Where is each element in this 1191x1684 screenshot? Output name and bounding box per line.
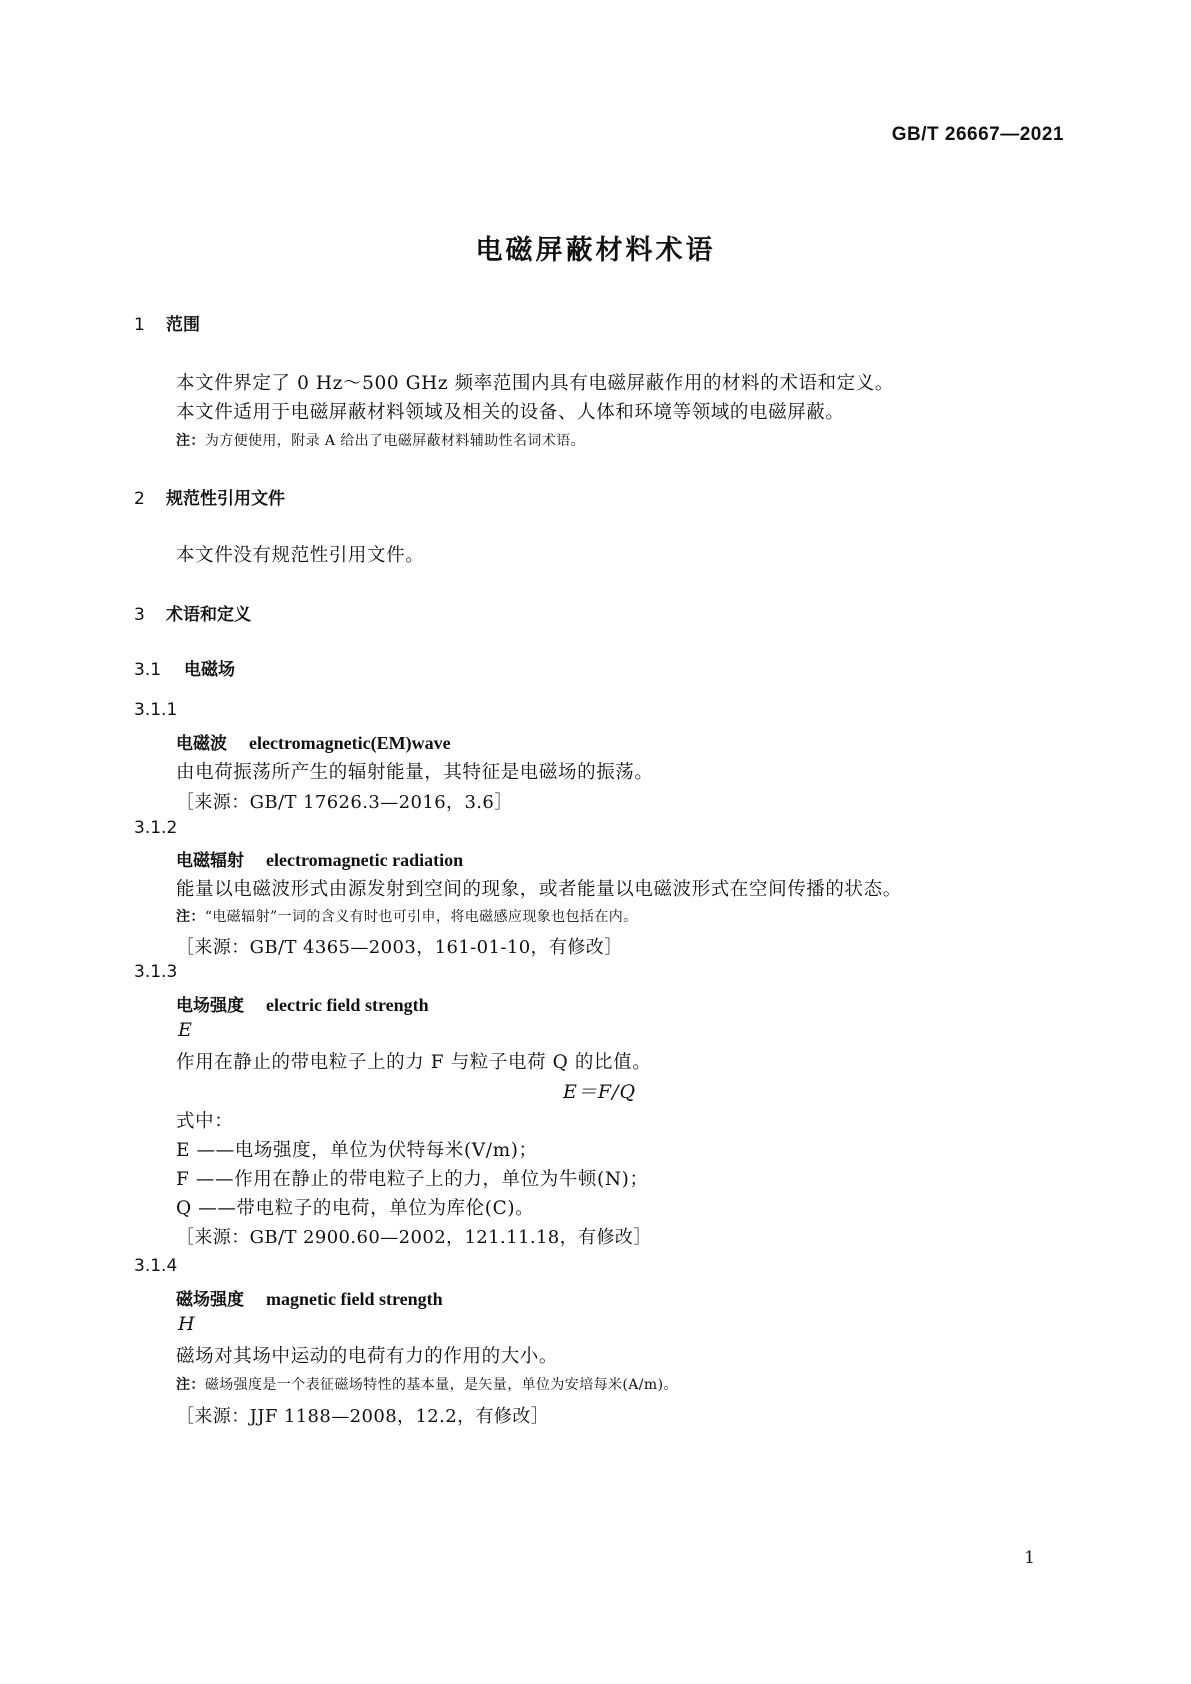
document-title: 电磁屏蔽材料术语: [475, 235, 716, 266]
term-heading: [176, 846, 463, 871]
term-heading: [176, 991, 429, 1016]
section-title: 规范性引用文件: [166, 489, 285, 509]
scope-note: [176, 430, 585, 450]
section-1-heading: [134, 310, 200, 335]
formula: E＝F/Q: [563, 1081, 637, 1103]
term-definition: 磁场对其场中运动的电荷有力的作用的大小。: [176, 1346, 559, 1367]
term-english: electric field strength: [266, 995, 429, 1015]
term-heading: [176, 729, 451, 754]
term-note: [176, 1374, 678, 1394]
section-number: 2: [134, 489, 145, 509]
term-number: 3.1.4: [134, 1256, 178, 1276]
term-source: ［来源：GB/T 17626.3—2016，3.6］: [176, 792, 513, 813]
section-number: 1: [134, 315, 145, 335]
note-label: 注：: [176, 433, 205, 449]
section-3-1-heading: [134, 655, 235, 680]
scope-paragraph-2: 本文件适用于电磁屏蔽材料领域及相关的设备、人体和环境等领域的电磁屏蔽。: [176, 402, 845, 423]
section-number: 3.1: [134, 660, 162, 680]
term-english: electromagnetic(EM)wave: [249, 733, 451, 753]
section-title: 电磁场: [184, 660, 235, 680]
scope-paragraph-1: 本文件界定了 0 Hz～500 GHz 频率范围内具有电磁屏蔽作用的材料的术语和定义。: [176, 373, 894, 394]
term-heading: [176, 1285, 443, 1310]
term-note: [176, 906, 638, 926]
term-chinese: 电场强度: [176, 996, 244, 1016]
note-text: “电磁辐射”一词的含义有时也可引申，将电磁感应现象也包括在内。: [204, 909, 638, 925]
term-number: 3.1.1: [134, 700, 178, 720]
section-2-heading: [134, 484, 285, 509]
note-text: 为方便使用，附录 A 给出了电磁屏蔽材料辅助性名词术语。: [204, 433, 586, 449]
term-source: ［来源：GB/T 4365—2003，161-01-10，有修改］: [176, 937, 623, 958]
section-number: 3: [134, 605, 145, 625]
note-label: 注：: [176, 909, 205, 925]
formula-variable: F ——作用在静止的带电粒子上的力，单位为牛顿(N)；: [176, 1169, 649, 1190]
standard-number: GB/T 26667—2021: [891, 124, 1064, 145]
term-chinese: 磁场强度: [176, 1290, 244, 1310]
formula-variable: Q ——带电粒子的电荷，单位为库伦(C)。: [176, 1198, 535, 1219]
note-text: 磁场强度是一个表征磁场特性的基本量，是矢量，单位为安培每米(A/m)。: [204, 1377, 678, 1393]
term-english: electromagnetic radiation: [266, 850, 464, 870]
term-symbol: E: [178, 1019, 192, 1041]
formula-where-label: 式中：: [176, 1111, 234, 1132]
term-chinese: 电磁波: [176, 734, 227, 754]
term-number: 3.1.3: [134, 962, 178, 982]
note-label: 注：: [176, 1377, 205, 1393]
section-title: 术语和定义: [166, 605, 251, 625]
term-definition: 能量以电磁波形式由源发射到空间的现象，或者能量以电磁波形式在空间传播的状态。: [176, 879, 902, 900]
term-number: 3.1.2: [134, 818, 178, 838]
page-number: 1: [1024, 1548, 1035, 1568]
term-symbol: H: [178, 1313, 195, 1335]
normative-paragraph: 本文件没有规范性引用文件。: [176, 545, 425, 566]
term-chinese: 电磁辐射: [176, 851, 244, 871]
section-3-heading: [134, 600, 251, 625]
formula-variable: E ——电场强度，单位为伏特每米(V/m)；: [176, 1140, 538, 1161]
term-definition: 作用在静止的带电粒子上的力 F 与粒子电荷 Q 的比值。: [176, 1052, 652, 1073]
term-english: magnetic field strength: [266, 1289, 443, 1309]
term-definition: 由电荷振荡所产生的辐射能量，其特征是电磁场的振荡。: [176, 762, 654, 783]
term-source: ［来源：JJF 1188—2008，12.2，有修改］: [176, 1406, 550, 1427]
section-title: 范围: [166, 315, 200, 335]
term-source: ［来源：GB/T 2900.60—2002，121.11.18，有修改］: [176, 1227, 652, 1248]
